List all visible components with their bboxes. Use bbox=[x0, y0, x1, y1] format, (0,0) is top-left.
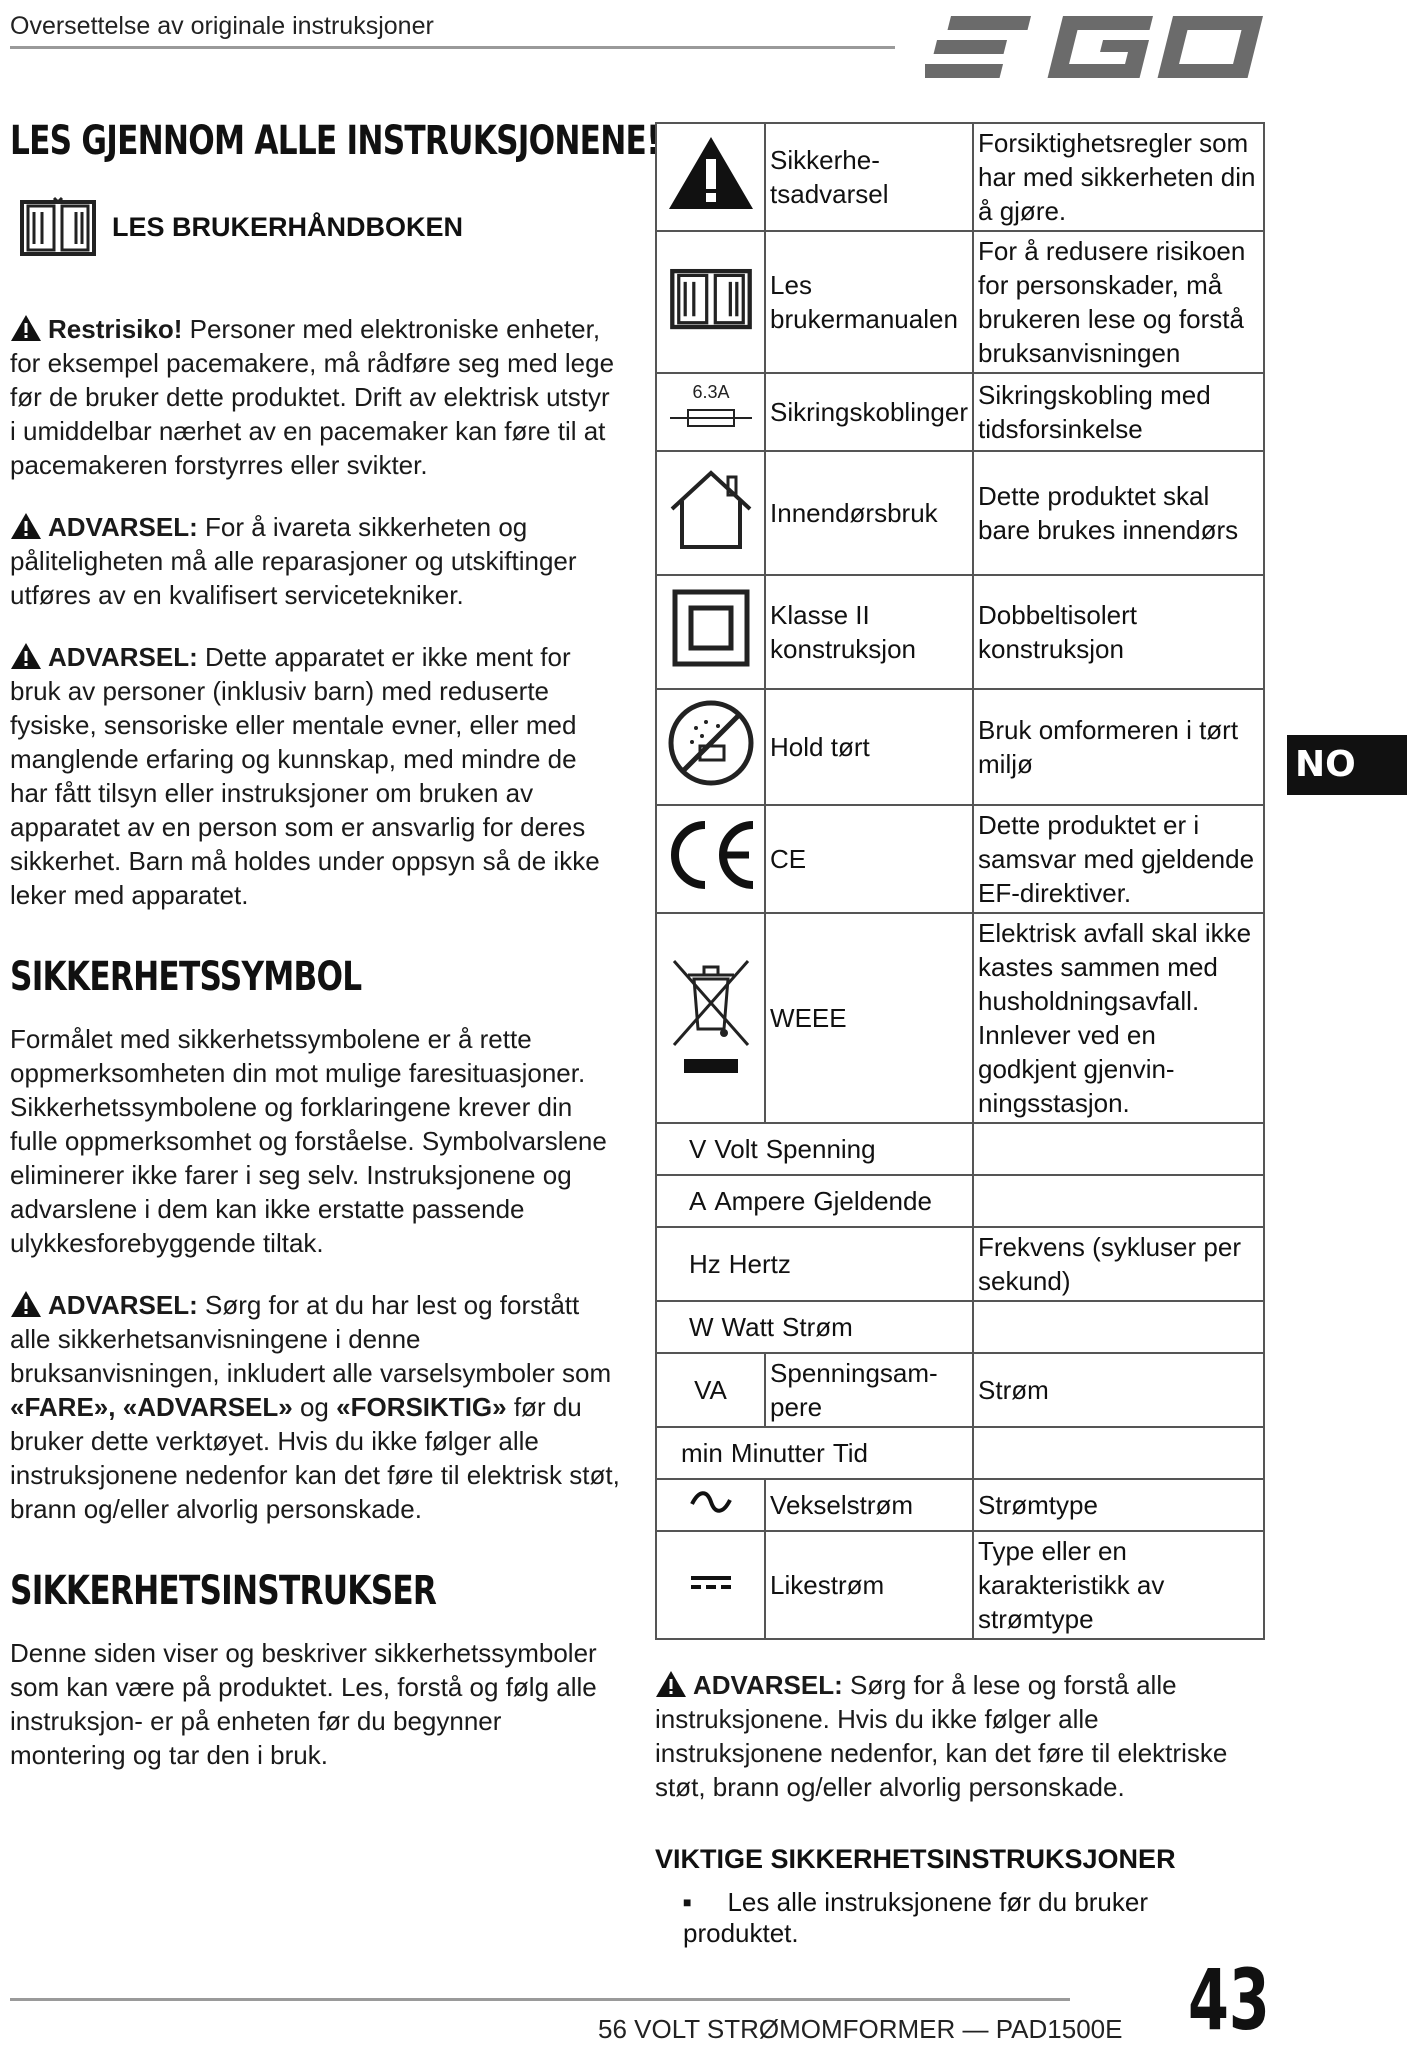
table-row bbox=[656, 1123, 1264, 1175]
section-title-instructions: SIKKERHETSINSTRUKSER bbox=[10, 1568, 437, 1614]
header-rule bbox=[10, 46, 895, 49]
warning-triangle-icon bbox=[666, 133, 756, 213]
header-text: Oversettelse av originale instruksjoner bbox=[10, 12, 434, 40]
table-row bbox=[656, 575, 1264, 689]
unit-meaning: Tid bbox=[832, 1438, 868, 1468]
unit-meaning: Spenning bbox=[765, 1134, 876, 1164]
warning-triangle-icon bbox=[10, 642, 42, 670]
symbol-desc bbox=[973, 1427, 1264, 1479]
symbol-name: Sikringskoblinger bbox=[765, 373, 973, 451]
book-icon bbox=[668, 260, 754, 336]
symbol-desc: Dette produktet skal bare brukes innendørs bbox=[973, 451, 1264, 575]
advarsel-label: «ADVARSEL» bbox=[122, 1392, 293, 1422]
symbol-name: Sikkerhe- tsadvarsel bbox=[765, 123, 973, 231]
ego-logo bbox=[925, 8, 1265, 88]
symbol-desc: Forsiktighetsregler som har med sikkerheten din å gjøre. bbox=[973, 123, 1264, 231]
symbol-name: Klasse II konstruksjon bbox=[765, 575, 973, 689]
section-title-symbols: SIKKERHETSSYMBOL bbox=[10, 954, 362, 1000]
symbol-name: Innendørsbruk bbox=[765, 451, 973, 575]
unit-name: Minutter bbox=[730, 1438, 825, 1468]
table-row bbox=[656, 1531, 1264, 1639]
symbol-name: Vekselstrøm bbox=[765, 1479, 973, 1531]
table-row bbox=[656, 1479, 1264, 1531]
warning-persons-paragraph bbox=[10, 640, 620, 912]
table-row bbox=[656, 1227, 1264, 1301]
keep-dry-icon bbox=[666, 698, 756, 788]
unit-symbol: VA bbox=[656, 1353, 765, 1427]
fuse-icon bbox=[666, 378, 756, 438]
symbols-purpose-paragraph: Formålet med sikkerhetssymbolene er å rette oppmerksomheten din mot mulige faresituasjoner. Sikkerhetssymbolene og forklaringene krever din fulle oppmerksomhet og forståelse. Symbolvarslene eliminerer ikke farer i seg selv. Instruksjonene og advarslene i dem kan ikke erstatte passende ulykkesforebyggende tiltak. bbox=[10, 1024, 607, 1258]
warning-triangle-icon bbox=[10, 512, 42, 540]
unit-symbol: min bbox=[681, 1438, 723, 1468]
weee-bin-icon bbox=[666, 949, 756, 1079]
warning-triangle-icon bbox=[10, 314, 42, 342]
unit-symbol: W bbox=[689, 1312, 714, 1342]
page-title: LES GJENNOM ALLE INSTRUKSJONENE! bbox=[10, 118, 660, 164]
symbol-desc: Strømtype bbox=[973, 1479, 1264, 1531]
table-row bbox=[656, 373, 1264, 451]
table-row bbox=[656, 805, 1264, 913]
unit-name: Hertz bbox=[728, 1249, 791, 1279]
book-icon bbox=[18, 192, 98, 262]
unit-meaning: Strøm bbox=[782, 1312, 853, 1342]
symbol-name: CE bbox=[765, 805, 973, 913]
warning-triangle-icon bbox=[10, 1290, 42, 1318]
table-row bbox=[656, 913, 1264, 1123]
ac-wave-icon bbox=[689, 1490, 733, 1514]
read-manual-label: LES BRUKERHÅNDBOKEN bbox=[112, 211, 464, 242]
fare-label: «FARE», bbox=[10, 1392, 116, 1422]
warning-lead: ADVARSEL: bbox=[693, 1670, 843, 1700]
warning-read-paragraph bbox=[10, 1288, 620, 1526]
unit-name: Volt bbox=[714, 1134, 758, 1164]
warning-triangle-icon bbox=[655, 1670, 687, 1698]
important-instructions-title: VIKTIGE SIKKERHETSINSTRUKSJONER bbox=[655, 1844, 1176, 1874]
fuse-rating-text: 6.3A bbox=[692, 382, 730, 402]
warning-repair-text: For å ivareta sikkerheten og påliteligheten må alle reparasjoner og utskiftinger utføres av en kvalifisert servicetekniker. bbox=[10, 512, 577, 610]
symbol-name: Les brukermanualen bbox=[765, 231, 973, 373]
language-tab: NO bbox=[1287, 735, 1407, 795]
symbol-desc: Dobbeltisolert konstruksjon bbox=[973, 575, 1264, 689]
table-row bbox=[656, 1427, 1264, 1479]
read-manual-row bbox=[18, 192, 620, 262]
warning-lead: ADVARSEL: bbox=[48, 1290, 198, 1320]
symbol-desc: Dette produktet er i samsvar med gjeldende EF-direktiver. bbox=[973, 805, 1264, 913]
warning-repair-paragraph bbox=[10, 510, 620, 612]
warning-persons-text: Dette apparatet er ikke ment for bruk av personer (inklusiv barn) med reduserte fysiske, sensoriske eller mentale evner, eller med manglende erfaring og kunnskap, med mindre de har fått tilsyn eller instruksjoner om bruken av apparatet av en person som er ansvarlig for deres sikkerhet. Barn må holdes under oppsyn så de ikke leker med apparatet. bbox=[10, 642, 600, 910]
warning-read-text-b: og bbox=[292, 1392, 337, 1422]
table-row bbox=[656, 451, 1264, 575]
symbol-desc: Bruk omformeren i tørt miljø bbox=[973, 689, 1264, 805]
warning-read-all-text: Sørg for å lese og forstå alle instruksjonene. Hvis du ikke følger alle instruksjonene nedenfor, kan det føre til elektriske støt, brann og/eller alvorlig personskade. bbox=[655, 1670, 1228, 1802]
symbol-name: WEEE bbox=[765, 913, 973, 1123]
unit-symbol: Hz bbox=[689, 1249, 721, 1279]
symbol-name: Hold tørt bbox=[765, 689, 973, 805]
unit-name: Watt bbox=[721, 1312, 775, 1342]
residual-risk-text: Personer med elektroniske enheter, for eksempel pacemakere, må rådføre seg med lege før de bruker dette produktet. Drift av elektrisk utstyr i umiddelbar nærhet av en pacemaker kan føre til at pacemakeren forstyrres eller svikter. bbox=[10, 314, 615, 480]
list-item: ■ Les alle instruksjonene før du bruker produktet. bbox=[683, 1887, 1265, 1949]
symbol-desc: Frekvens (sykluser per sekund) bbox=[973, 1227, 1264, 1301]
table-row bbox=[656, 1175, 1264, 1227]
dc-icon bbox=[689, 1570, 733, 1594]
symbol-desc: For å redusere risikoen for personskader, må brukeren lese og forstå bruksanvisningen bbox=[973, 231, 1264, 373]
symbol-desc: Elektrisk avfall skal ikke kastes sammen med husholdningsavfall. Innlever ved en godkjent gjenvin- ningsstasjon. bbox=[973, 913, 1264, 1123]
unit-symbol: A bbox=[689, 1186, 707, 1216]
left-column bbox=[10, 118, 660, 1800]
footer-rule bbox=[10, 1998, 1070, 2001]
symbol-name: Likestrøm bbox=[765, 1531, 973, 1639]
house-icon bbox=[666, 467, 756, 551]
residual-risk-paragraph bbox=[10, 312, 620, 482]
warning-read-all-paragraph bbox=[655, 1668, 1265, 1804]
warning-read-space bbox=[116, 1392, 123, 1422]
right-column bbox=[655, 122, 1265, 1949]
symbol-desc bbox=[973, 1301, 1264, 1353]
instructions-intro-paragraph: Denne siden viser og beskriver sikkerhetssymboler som kan være på produktet. Les, forstå og følg alle instruksjon- er på enheten før du begynner montering og tar den i bruk. bbox=[10, 1638, 597, 1770]
warning-read-text-a: Sørg for at du har lest og forstått alle sikkerhetsanvisningene i denne bruksanvisningen, inkludert alle varselsymboler som bbox=[10, 1290, 612, 1388]
warning-lead: ADVARSEL: bbox=[48, 512, 198, 542]
symbol-desc: Sikringskobling med tidsforsinkelse bbox=[973, 373, 1264, 451]
symbol-name: Spenningsam- pere bbox=[765, 1353, 973, 1427]
table-row bbox=[656, 231, 1264, 373]
symbol-desc: Type eller en karakteristikk av strømtype bbox=[973, 1531, 1264, 1639]
unit-symbol: V bbox=[689, 1134, 707, 1164]
unit-name: Ampere bbox=[714, 1186, 806, 1216]
table-row bbox=[656, 1301, 1264, 1353]
symbol-desc bbox=[973, 1123, 1264, 1175]
table-row bbox=[656, 689, 1264, 805]
instruction-list bbox=[683, 1887, 1265, 1949]
ce-mark-icon bbox=[663, 815, 759, 895]
warning-read-text-c: før du bruker dette verktøyet. Hvis du ikke følger alle instruksjonene nedenfor kan det føre til elektrisk støt, brann og/eller alvorlig personskade. bbox=[10, 1392, 620, 1524]
symbol-desc bbox=[973, 1175, 1264, 1227]
right-bottom-block bbox=[655, 1668, 1265, 1949]
unit-meaning: Gjeldende bbox=[813, 1186, 932, 1216]
warning-lead: ADVARSEL: bbox=[48, 642, 198, 672]
symbol-desc: Strøm bbox=[973, 1353, 1264, 1427]
symbol-table bbox=[655, 122, 1265, 1640]
residual-risk-lead: Restrisiko! bbox=[48, 314, 183, 344]
table-row bbox=[656, 1353, 1264, 1427]
footer-text: 56 VOLT STRØMOMFORMER — PAD1500E bbox=[598, 2014, 1123, 2044]
table-row bbox=[656, 123, 1264, 231]
class-ii-icon bbox=[671, 588, 751, 668]
forsiktig-label: «FORSIKTIG» bbox=[336, 1392, 507, 1422]
page-number: 43 bbox=[1188, 1951, 1270, 2049]
